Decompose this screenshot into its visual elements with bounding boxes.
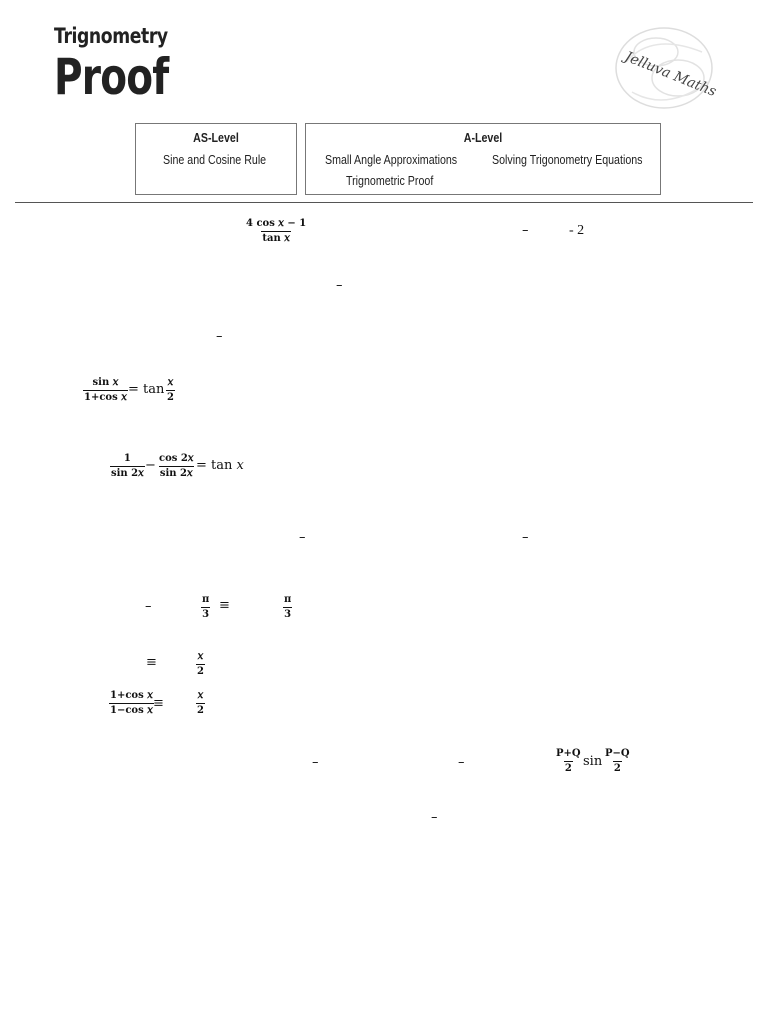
- page-subtitle: Trignometry: [54, 24, 168, 48]
- q5-first-fraction: [110, 453, 145, 479]
- q4-rhs-fraction: [166, 377, 175, 403]
- q3-dash: –: [216, 329, 223, 344]
- q5-rhs: = tan 𝑥: [196, 458, 244, 473]
- q10-dash-1: –: [312, 755, 319, 770]
- logo-graphic: [612, 22, 718, 114]
- q9-rhs-denominator: 2: [197, 704, 204, 716]
- q7-fraction-2-denominator: 3: [284, 608, 292, 620]
- q4-lhs-fraction: [83, 377, 128, 403]
- q7-fraction-2: [283, 594, 292, 620]
- q9-numerator: 1+cos 𝑥: [110, 690, 153, 701]
- q8-equiv: ≡: [146, 655, 157, 670]
- q10-fraction-1-denominator: 2: [564, 762, 572, 774]
- a-level-heading: A-Level: [463, 130, 503, 145]
- q7-equiv: ≡: [219, 598, 230, 613]
- link-solving-trigonometry-equations[interactable]: Solving Trigonometry Equations: [492, 152, 643, 167]
- q9-lhs-fraction: [109, 690, 154, 716]
- q4-denominator: 1+cos 𝑥: [84, 391, 127, 403]
- q7-dash: –: [145, 599, 152, 614]
- q5-second-fraction: [158, 453, 194, 479]
- header-divider: [15, 202, 753, 203]
- q1-denominator: tan 𝑥: [262, 232, 290, 244]
- q9-equiv: ≡: [153, 696, 164, 711]
- q10-sin: sin: [583, 754, 603, 769]
- q2-dash: –: [336, 278, 343, 293]
- q8-fraction: [196, 651, 205, 677]
- link-sine-cosine-rule[interactable]: Sine and Cosine Rule: [163, 152, 267, 167]
- q4-numerator: sin 𝑥: [92, 377, 119, 388]
- q7-fraction-1-numerator: π: [202, 594, 210, 605]
- q8-denominator: 2: [197, 665, 204, 677]
- as-level-heading: AS-Level: [193, 130, 239, 145]
- link-trignometric-proof[interactable]: Trignometric Proof: [346, 173, 434, 188]
- q1-tail: - 2: [569, 223, 585, 238]
- q8-numerator: 𝑥: [197, 651, 204, 662]
- logo-text: Jelluva Maths: [622, 48, 718, 101]
- q1-dash: –: [522, 223, 529, 238]
- q10-fraction-2: [604, 748, 631, 774]
- q7-fraction-1: [201, 594, 210, 620]
- q5-first-denominator: sin 2𝑥: [111, 467, 144, 479]
- as-level-box: [135, 123, 297, 195]
- a-level-box: [305, 123, 661, 195]
- q1-fraction: [245, 218, 307, 244]
- link-small-angle-approximations[interactable]: Small Angle Approximations: [325, 152, 458, 167]
- q7-fraction-1-denominator: 3: [202, 608, 210, 620]
- q11-dash: –: [431, 810, 438, 825]
- q10-dash-2: –: [458, 755, 465, 770]
- jelluva-maths-logo: [612, 22, 718, 114]
- q1-numerator: 4 cos 𝑥 − 1: [246, 218, 307, 229]
- q5-second-numerator: cos 2𝑥: [159, 453, 194, 464]
- q7-fraction-2-numerator: π: [284, 594, 292, 605]
- q10-fraction-2-numerator: P−Q: [605, 748, 630, 759]
- q9-rhs-fraction: [196, 690, 205, 716]
- q4-rhs-denominator: 2: [167, 391, 174, 403]
- q10-fraction-2-denominator: 2: [613, 762, 621, 774]
- q10-fraction-1: [555, 748, 582, 774]
- page-title: Proof: [54, 48, 169, 106]
- q9-denominator: 1−cos 𝑥: [110, 704, 153, 716]
- q9-rhs-numerator: 𝑥: [197, 690, 204, 701]
- q5-minus: −: [145, 458, 156, 473]
- q5-second-denominator: sin 2𝑥: [159, 467, 193, 479]
- q4-rhs-numerator: 𝑥: [167, 377, 174, 388]
- q4-rhs: = tan: [128, 382, 165, 397]
- q10-fraction-1-numerator: P+Q: [556, 748, 581, 759]
- q5-first-numerator: 1: [123, 453, 131, 464]
- q6-dash-2: –: [522, 530, 529, 545]
- q6-dash-1: –: [299, 530, 306, 545]
